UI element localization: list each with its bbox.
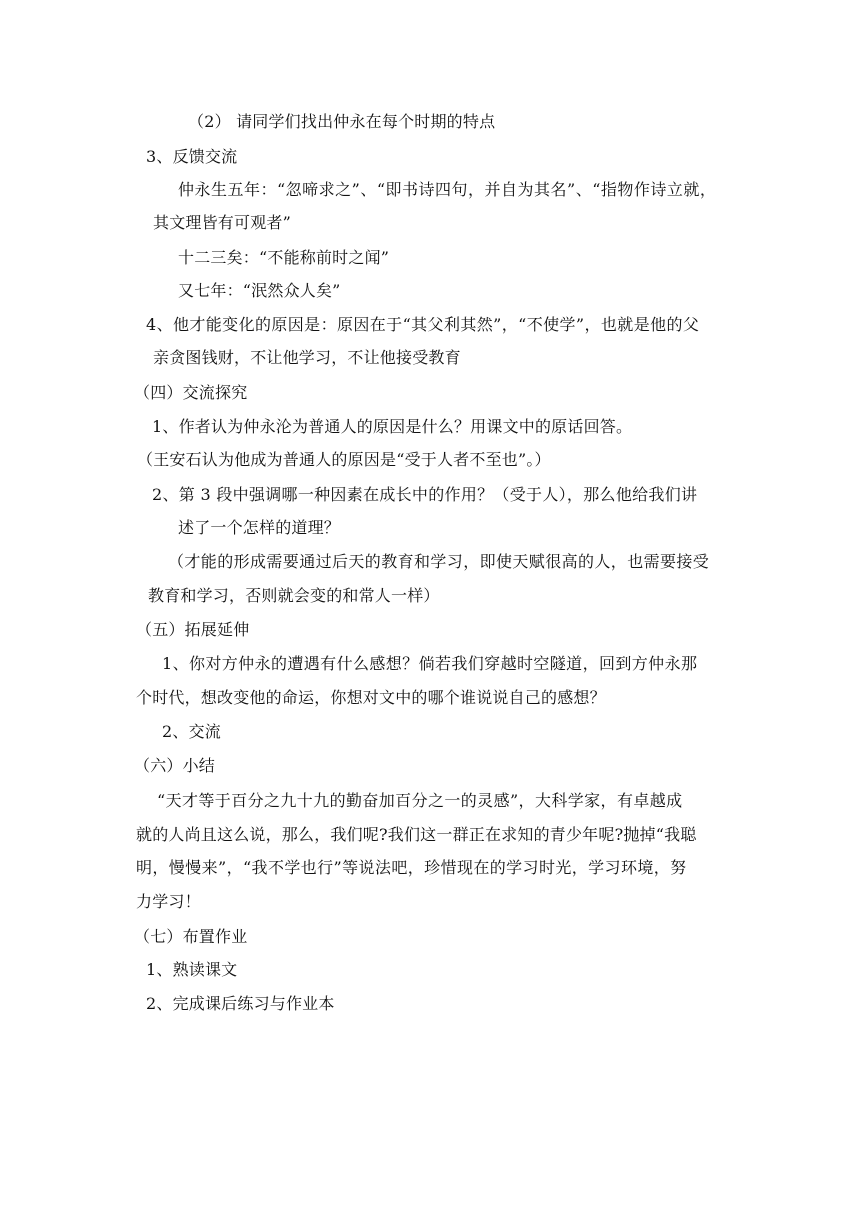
text-line: “天才等于百分之九十九的勤奋加百分之一的灵感”，大科学家，有卓越成	[157, 791, 683, 810]
text-line: 其文理皆有可观者”	[153, 213, 291, 232]
text-line: 明，慢慢来”，“我不学也行”等说法吧，珍惜现在的学习时光，学习环境，努	[136, 858, 687, 877]
text-line: 4、他才能变化的原因是：原因在于“其父利其然”，“不使学”，也就是他的父	[146, 315, 700, 334]
text-line: 1、熟读课文	[146, 960, 238, 979]
text-line: 个时代，想改变他的命运，你想对文中的哪个谁说说自己的感想？	[136, 688, 606, 707]
text-line: 3、反馈交流	[146, 147, 238, 166]
text-line: 1、你对方仲永的遭遇有什么感想？倘若我们穿越时空隧道，回到方仲永那	[162, 654, 698, 673]
text-line: 力学习！	[136, 892, 201, 911]
text-line: （王安石认为他成为普通人的原因是“受于人者不至也”。）	[137, 450, 551, 469]
text-line: 2、交流	[162, 722, 221, 741]
section-heading: （七）布置作业	[134, 927, 248, 946]
text-line: 仲永生五年：“忽啼求之”、“即书诗四句，并自为其名”、“指物作诗立就，	[178, 180, 717, 199]
text-line: （才能的形成需要通过后天的教育和学习，即使天赋很高的人，也需要接受	[168, 552, 710, 571]
text-line: 述了一个怎样的道理？	[178, 518, 341, 537]
section-heading: （五）拓展延伸	[136, 620, 250, 639]
text-line: 1、作者认为仲永沦为普通人的原因是什么？用课文中的原话回答。	[152, 417, 633, 436]
text-line: （2） 请同学们找出仲永在每个时期的特点	[188, 112, 496, 131]
text-line: 又七年：“泯然众人矣”	[178, 281, 341, 300]
section-heading: （四）交流探究	[134, 383, 248, 402]
text-line: 2、第 3 段中强调哪一种因素在成长中的作用？（受于人），那么他给我们讲	[152, 485, 698, 504]
text-line: 就的人尚且这么说，那么，我们呢?我们这一群正在求知的青少年呢?抛掉“我聪	[136, 825, 697, 844]
text-line: 十二三矣：“不能称前时之闻”	[178, 248, 390, 267]
section-heading: （六）小结	[134, 756, 216, 775]
text-line: 2、完成课后练习与作业本	[146, 994, 335, 1013]
text-line: 教育和学习，否则就会变的和常人一样）	[148, 586, 440, 605]
text-line: 亲贪图钱财，不让他学习，不让他接受教育	[153, 348, 461, 367]
